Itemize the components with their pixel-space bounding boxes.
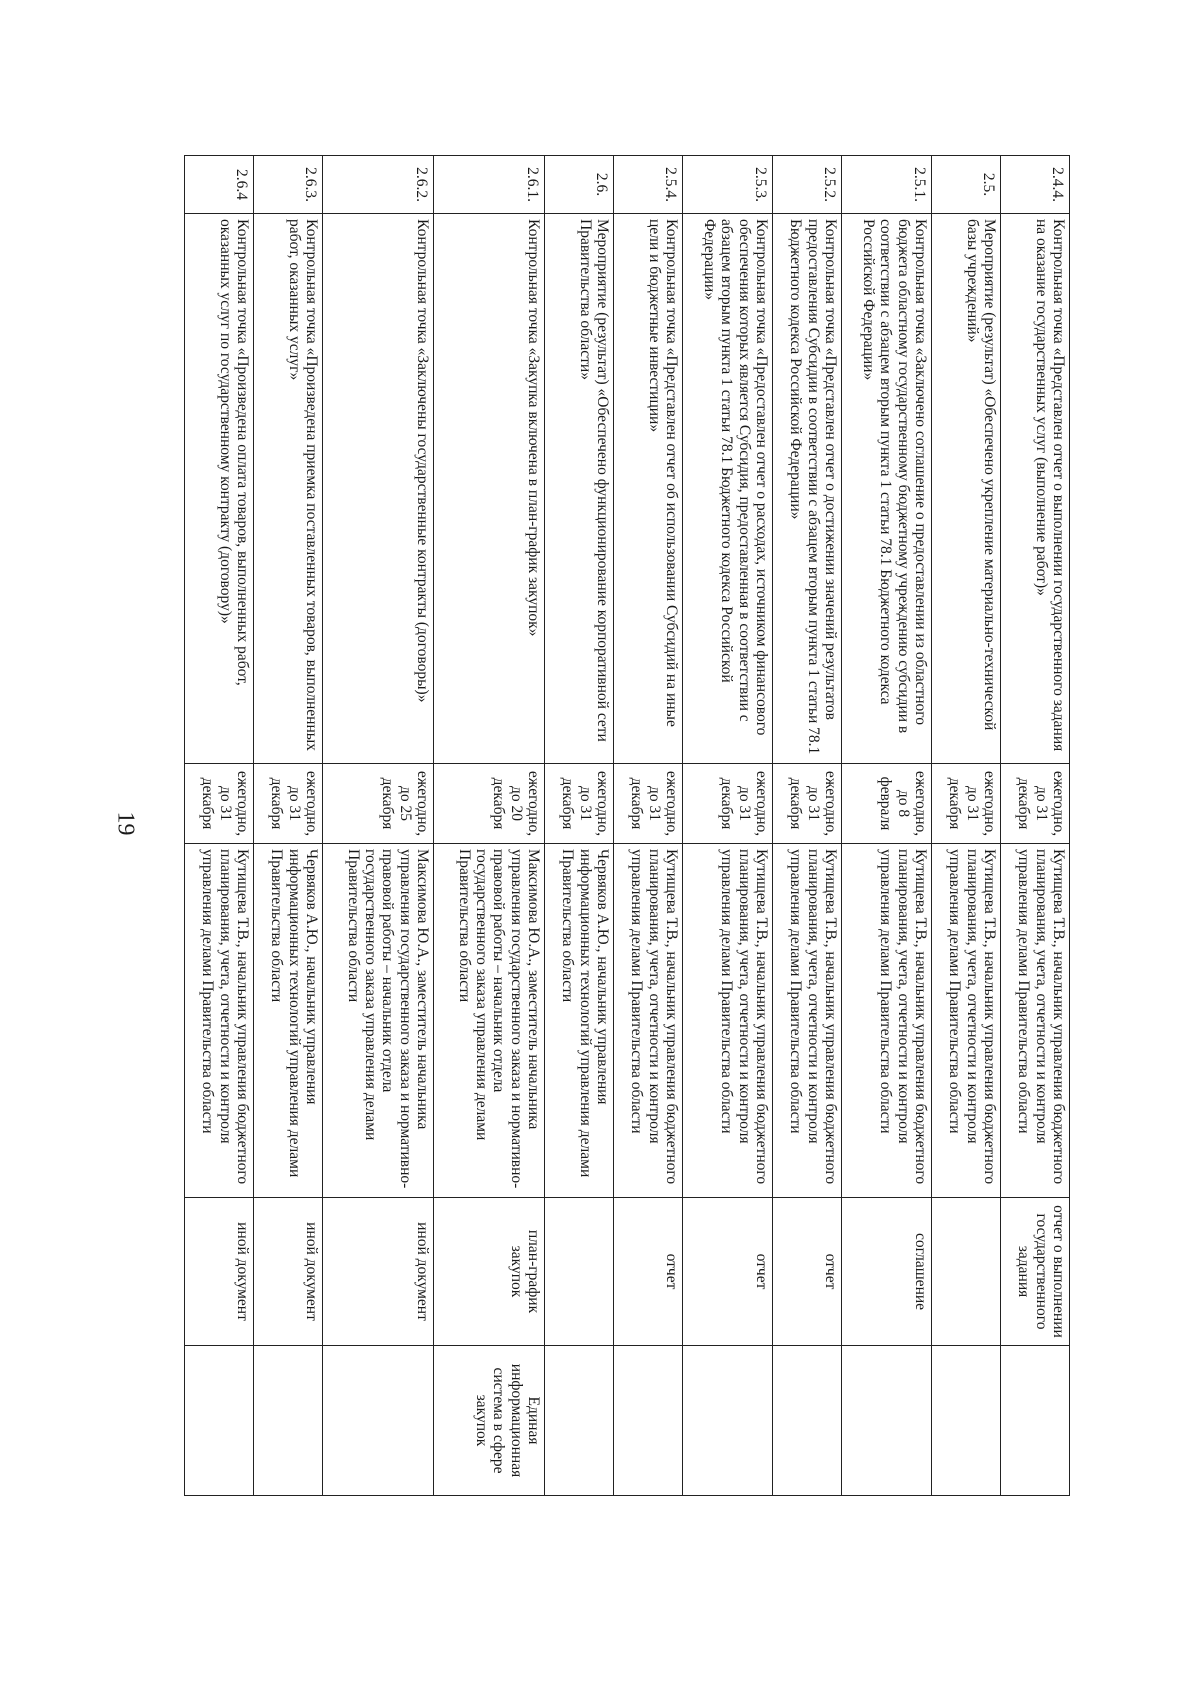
cell-information-system bbox=[1001, 1346, 1070, 1496]
cell-responsible: Червяков А.Ю., начальник управления информационных технологий управления делами Правительства области bbox=[254, 844, 323, 1198]
cell-responsible: Кутищева Т.В., начальник управления бюджетного планирования, учета, отчетности и контроля управления делами Правительства области bbox=[1001, 844, 1070, 1198]
cell-deadline: ежегодно, до 20 декабря bbox=[434, 764, 545, 844]
cell-number: 2.5.3. bbox=[683, 156, 773, 214]
cell-deadline: ежегодно, до 25 декабря bbox=[323, 764, 434, 844]
cell-document: отчет bbox=[773, 1198, 842, 1346]
cell-deadline: ежегодно, до 31 декабря bbox=[1001, 764, 1070, 844]
cell-control-point: Контрольная точка «Заключено соглашение о предоставлении из областного бюджета областному государственному бюджетному учреждению субсидии в соответствии с абзацем вторым пункта 1 статьи 78.1 Бюджетного кодекса Российской Федерации» bbox=[842, 214, 932, 764]
table-row bbox=[545, 156, 614, 1496]
cell-deadline: ежегодно, до 8 февраля bbox=[842, 764, 932, 844]
cell-number: 2.5.1. bbox=[842, 156, 932, 214]
cell-information-system bbox=[323, 1346, 434, 1496]
cell-number: 2.5.4. bbox=[614, 156, 683, 214]
cell-responsible: Кутищева Т.В., начальник управления бюджетного планирования, учета, отчетности и контроля управления делами Правительства области bbox=[842, 844, 932, 1198]
cell-control-point: Мероприятие (результат) «Обеспечено функционирование корпоративной сети Правительства области» bbox=[545, 214, 614, 764]
cell-control-point: Контрольная точка «Закупка включена в план-график закупок» bbox=[434, 214, 545, 764]
cell-control-point: Мероприятие (результат) «Обеспечено укрепление материально-технической базы учреждений» bbox=[932, 214, 1001, 764]
table-row bbox=[434, 156, 545, 1496]
cell-information-system bbox=[254, 1346, 323, 1496]
cell-control-point: Контрольная точка «Представлен отчет об использовании Субсидий на иные цели и бюджетные инвестиции» bbox=[614, 214, 683, 764]
table-row bbox=[1001, 156, 1070, 1496]
cell-deadline: ежегодно, до 31 декабря bbox=[773, 764, 842, 844]
cell-control-point: Контрольная точка «Предоставлен отчет о расходах, источником финансового обеспечения которых является Субсидия, предоставленная в соответствии с абзацем вторым пункта 1 статьи 78.1 Бюджетного кодекса Российской Федерации» bbox=[683, 214, 773, 764]
cell-information-system bbox=[842, 1346, 932, 1496]
cell-information-system bbox=[773, 1346, 842, 1496]
control-points-table bbox=[184, 155, 1070, 1496]
cell-responsible: Кутищева Т.В., начальник управления бюджетного планирования, учета, отчетности и контроля управления делами Правительства области bbox=[185, 844, 254, 1198]
cell-number: 2.6.4 bbox=[185, 156, 254, 214]
cell-responsible: Кутищева Т.В., начальник управления бюджетного планирования, учета, отчетности и контроля управления делами Правительства области bbox=[614, 844, 683, 1198]
cell-document bbox=[545, 1198, 614, 1346]
cell-information-system bbox=[545, 1346, 614, 1496]
cell-number: 2.6.2. bbox=[323, 156, 434, 214]
page-number: 19 bbox=[112, 811, 139, 836]
cell-control-point: Контрольная точка «Представлен отчет о достижении значений результатов предоставления Субсидии в соответствии с абзацем вторым пункта 1 статьи 78.1 Бюджетного кодекса Российской Федерации» bbox=[773, 214, 842, 764]
cell-information-system: Единая информационная система в сфере закупок bbox=[434, 1346, 545, 1496]
cell-number: 2.5. bbox=[932, 156, 1001, 214]
cell-document: отчет о выполнении государственного задания bbox=[1001, 1198, 1070, 1346]
table-body bbox=[185, 156, 1070, 1496]
cell-document: иной документ bbox=[323, 1198, 434, 1346]
cell-document: отчет bbox=[614, 1198, 683, 1346]
cell-information-system bbox=[614, 1346, 683, 1496]
cell-responsible: Кутищева Т.В., начальник управления бюджетного планирования, учета, отчетности и контроля управления делами Правительства области bbox=[932, 844, 1001, 1198]
cell-document bbox=[932, 1198, 1001, 1346]
document-table-wrapper bbox=[184, 155, 1070, 1495]
cell-deadline: ежегодно, до 31 декабря bbox=[185, 764, 254, 844]
cell-deadline: ежегодно, до 31 декабря bbox=[614, 764, 683, 844]
table-row bbox=[185, 156, 254, 1496]
cell-information-system bbox=[185, 1346, 254, 1496]
cell-deadline: ежегодно, до 31 декабря bbox=[545, 764, 614, 844]
cell-responsible: Кутищева Т.В., начальник управления бюджетного планирования, учета, отчетности и контроля управления делами Правительства области bbox=[773, 844, 842, 1198]
cell-document: план-график закупок bbox=[434, 1198, 545, 1346]
table-row bbox=[614, 156, 683, 1496]
table-row bbox=[932, 156, 1001, 1496]
cell-control-point: Контрольная точка «Произведена оплата товаров, выполненных работ, оказанных услуг по государственному контракту (договору)» bbox=[185, 214, 254, 764]
cell-number: 2.5.2. bbox=[773, 156, 842, 214]
cell-document: соглашение bbox=[842, 1198, 932, 1346]
cell-information-system bbox=[683, 1346, 773, 1496]
cell-responsible: Максимова Ю.А., заместитель начальника управления государственного заказа и нормативно-правовой работы – начальник отдела государственного заказа управления делами Правительства области bbox=[434, 844, 545, 1198]
cell-number: 2.6.3. bbox=[254, 156, 323, 214]
cell-control-point: Контрольная точка «Заключены государственные контракты (договоры)» bbox=[323, 214, 434, 764]
cell-responsible: Максимова Ю.А., заместитель начальника управления государственного заказа и нормативно-правовой работы – начальник отдела государственного заказа управления делами Правительства области bbox=[323, 844, 434, 1198]
cell-control-point: Контрольная точка «Произведена приемка поставленных товаров, выполненных работ, оказанных услуг» bbox=[254, 214, 323, 764]
table-row bbox=[842, 156, 932, 1496]
cell-responsible: Червяков А.Ю., начальник управления информационных технологий управления делами Правительства области bbox=[545, 844, 614, 1198]
cell-document: иной документ bbox=[185, 1198, 254, 1346]
cell-number: 2.4.4. bbox=[1001, 156, 1070, 214]
cell-document: иной документ bbox=[254, 1198, 323, 1346]
table-row bbox=[773, 156, 842, 1496]
cell-deadline: ежегодно, до 31 декабря bbox=[254, 764, 323, 844]
table-row bbox=[323, 156, 434, 1496]
cell-number: 2.6.1. bbox=[434, 156, 545, 214]
cell-document: отчет bbox=[683, 1198, 773, 1346]
table-row bbox=[254, 156, 323, 1496]
cell-information-system bbox=[932, 1346, 1001, 1496]
cell-responsible: Кутищева Т.В., начальник управления бюджетного планирования, учета, отчетности и контроля управления делами Правительства области bbox=[683, 844, 773, 1198]
cell-control-point: Контрольная точка «Представлен отчет о выполнении государственного задания на оказание государственных услуг (выполнение работ)» bbox=[1001, 214, 1070, 764]
table-row bbox=[683, 156, 773, 1496]
cell-deadline: ежегодно, до 31 декабря bbox=[683, 764, 773, 844]
cell-deadline: ежегодно, до 31 декабря bbox=[932, 764, 1001, 844]
cell-number: 2.6. bbox=[545, 156, 614, 214]
